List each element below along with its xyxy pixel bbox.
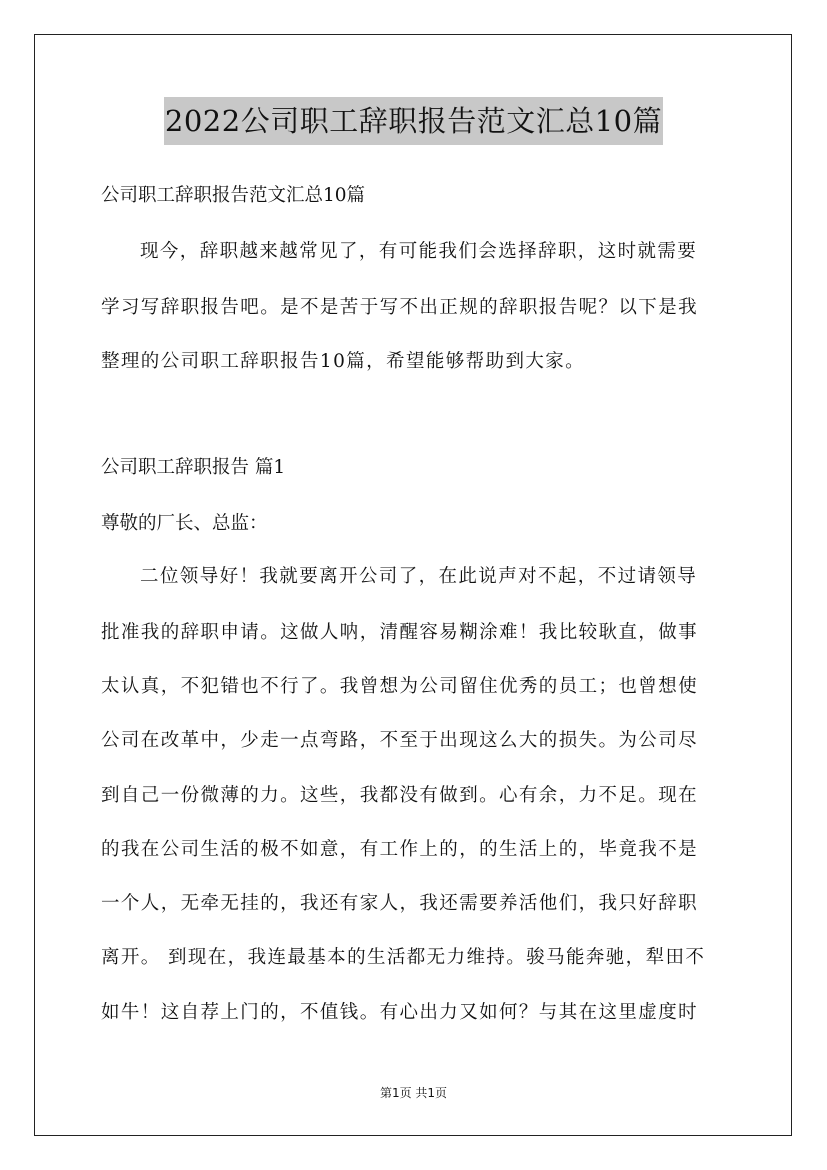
document-subtitle: 公司职工辞职报告范文汇总10篇 bbox=[101, 185, 366, 206]
body-line-6: 的我在公司生活的极不如意，有工作上的，的生活上的，毕竟我不是 bbox=[101, 839, 699, 860]
body-line-1: 二位领导好！我就要离开公司了，在此说声对不起，不过请领导 bbox=[140, 566, 698, 587]
page-footer: 第1页 共1页 bbox=[379, 1086, 448, 1100]
body-line-2: 批准我的辞职申请。这做人呐，清醒容易糊涂难！我比较耿直，做事 bbox=[101, 622, 699, 643]
body-line-9: 如牛！这自荐上门的，不值钱。有心出力又如何？与其在这里虚度时 bbox=[101, 1002, 699, 1023]
section-heading: 公司职工辞职报告 篇1 bbox=[101, 457, 286, 478]
document-title: 2022公司职工辞职报告范文汇总10篇 bbox=[164, 97, 663, 145]
body-line-3: 太认真，不犯错也不行了。我曾想为公司留住优秀的员工；也曾想使 bbox=[101, 676, 699, 697]
salutation: 尊敬的厂长、总监： bbox=[101, 513, 268, 534]
intro-line-2: 学习写辞职报告吧。是不是苦于写不出正规的辞职报告呢？以下是我 bbox=[101, 297, 699, 318]
body-line-7: 一个人，无牵无挂的，我还有家人，我还需要养活他们，我只好辞职 bbox=[101, 893, 699, 914]
body-line-5: 到自己一份微薄的力。这些，我都没有做到。心有余，力不足。现在 bbox=[101, 785, 699, 806]
intro-line-3: 整理的公司职工辞职报告10篇，希望能够帮助到大家。 bbox=[101, 351, 586, 372]
body-line-4: 公司在改革中，少走一点弯路，不至于出现这么大的损失。为公司尽 bbox=[101, 730, 699, 751]
body-line-8: 离开。 到现在，我连最基本的生活都无力维持。骏马能奔驰，犁田不 bbox=[101, 947, 706, 968]
intro-line-1: 现今，辞职越来越常见了，有可能我们会选择辞职，这时就需要 bbox=[140, 241, 698, 262]
